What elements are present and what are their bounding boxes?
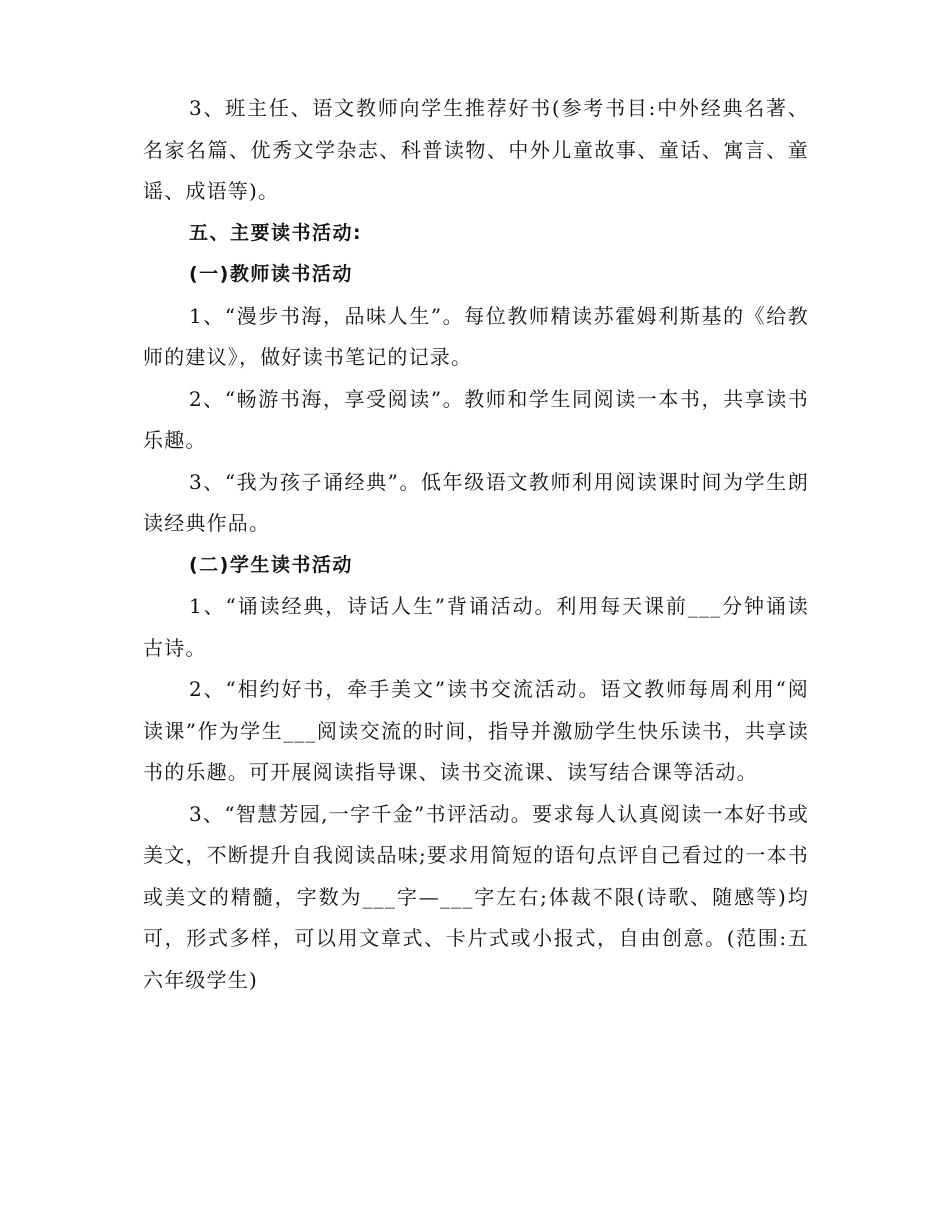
paragraph-student-activity-1: 1、“诵读经典，诗话人生”背诵活动。利用每天课前___分钟诵读古诗。 [143, 594, 809, 660]
paragraph-recommend-books: 3、班主任、语文教师向学生推荐好书(参考书目:中外经典名著、名家名篇、优秀文学杂志、科普读物、中外儿童故事、童话、寓言、童谣、成语等)。 [143, 96, 809, 203]
section-heading-reading-activities: 五、主要读书活动: [189, 221, 363, 244]
subsection-heading-student-activities: (二)学生读书活动 [189, 553, 353, 576]
document-body [143, 88, 809, 1001]
paragraph-teacher-activity-2: 2、“畅游书海，享受阅读”。教师和学生同阅读一本书，共享读书乐趣。 [143, 386, 809, 452]
paragraph-teacher-activity-1: 1、“漫步书海，品味人生”。每位教师精读苏霍姆利斯基的《给教师的建议》，做好读书笔记的记录。 [143, 303, 809, 369]
paragraph-student-activity-3: 3、“智慧芳园,一字千金”书评活动。要求每人认真阅读一本好书或美文，不断提升自我阅读品味;要求用简短的语句点评自己看过的一本书或美文的精髓，字数为___字—___字左右;体裁不限(诗歌、随感等)均可，形式多样，可以用文章式、卡片式或小报式，自由创意。(范围:五六年级学生) [143, 801, 809, 992]
subsection-heading-teacher-activities: (一)教师读书活动 [189, 263, 353, 285]
paragraph-teacher-activity-3: 3、“我为孩子诵经典”。低年级语文教师利用阅读课时间为学生朗读经典作品。 [143, 469, 809, 535]
paragraph-student-activity-2: 2、“相约好书，牵手美文”读书交流活动。语文教师每周利用“阅读课”作为学生___阅读交流的时间，指导并激励学生快乐读书，共享读书的乐趣。可开展阅读指导课、读书交流课、读写结合课等活动。 [143, 677, 809, 784]
